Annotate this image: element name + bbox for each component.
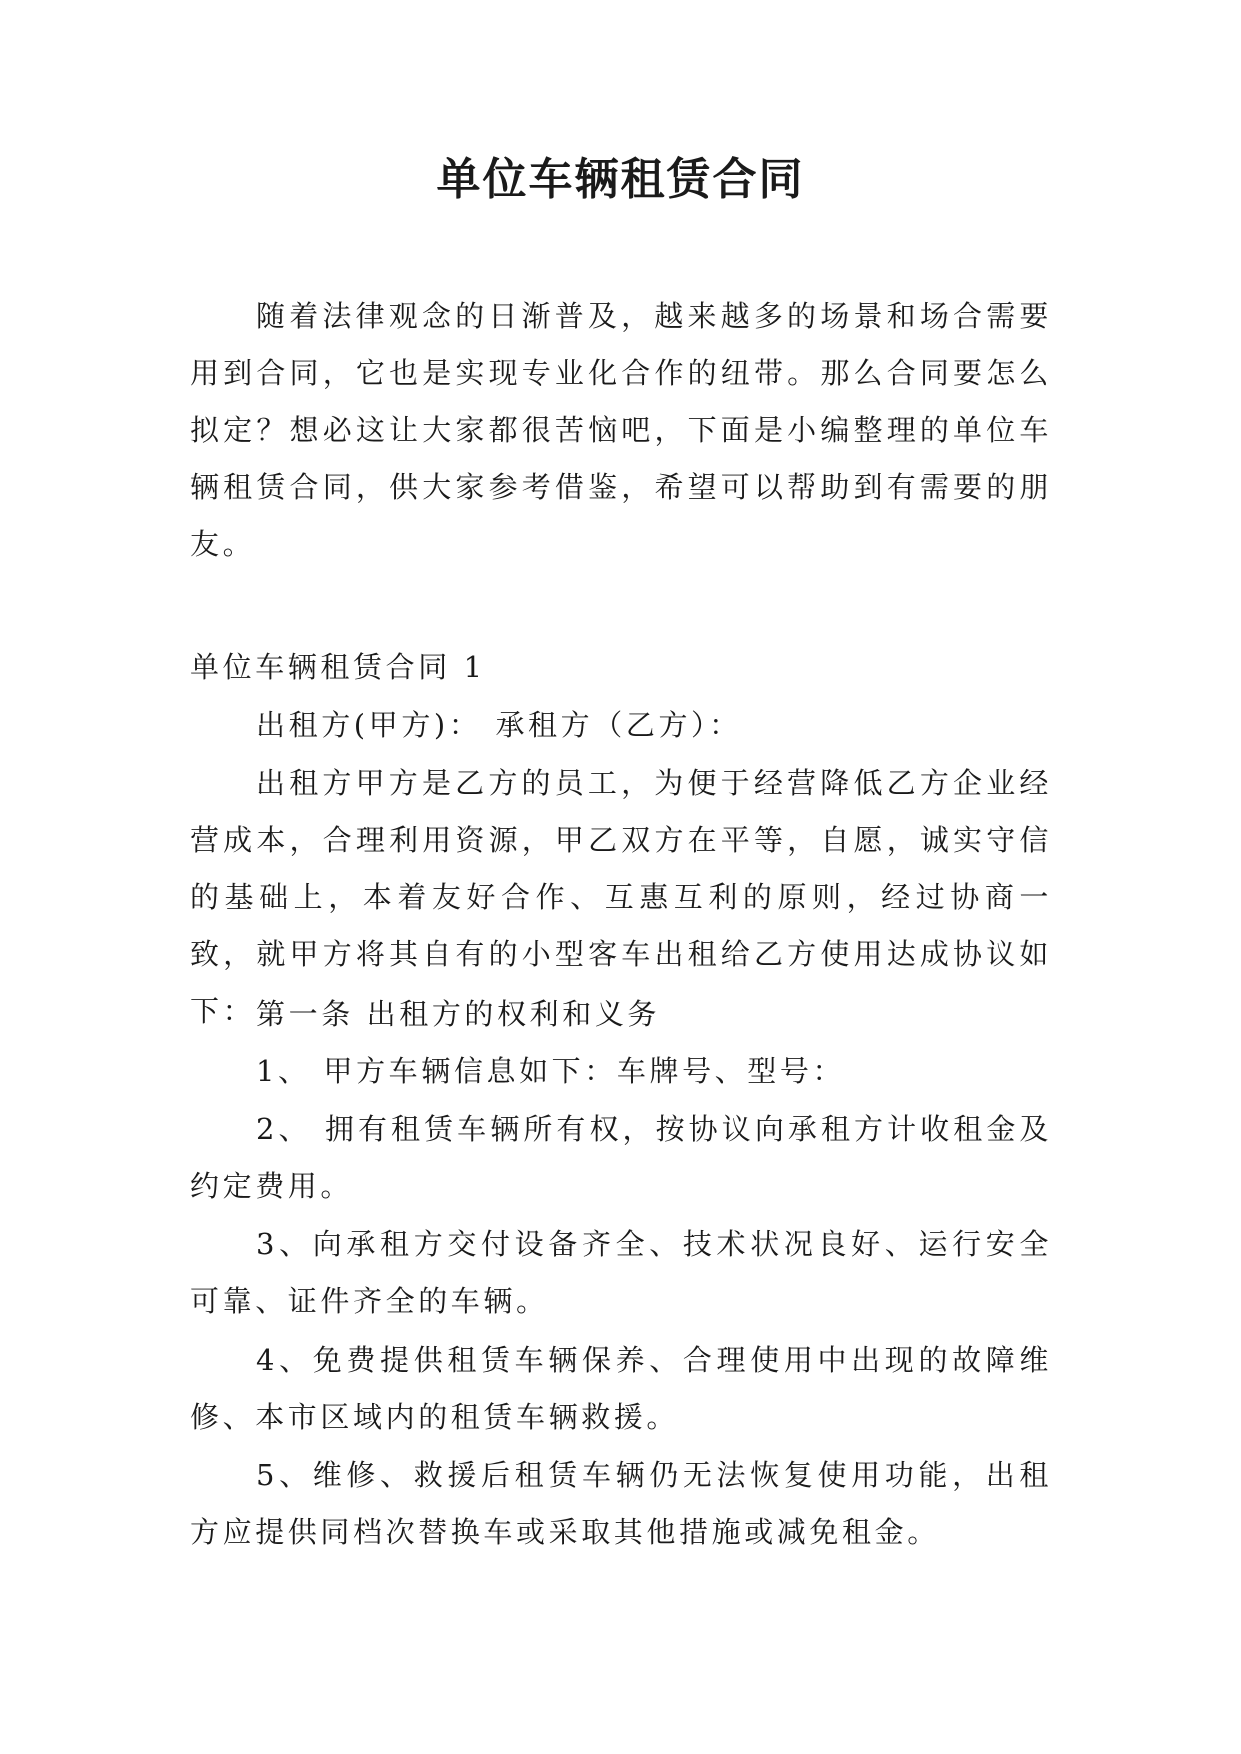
intro-paragraph: 随着法律观念的日渐普及，越来越多的场景和场合需要用到合同，它也是实现专业化合作的纽带。那么合同要怎么拟定？想必这让大家都很苦恼吧，下面是小编整理的单位车辆租赁合同，供大家参考借鉴，希望可以帮助到有需要的朋友。: [190, 299, 1052, 561]
preamble-paragraph: 出租方甲方是乙方的员工，为便于经营降低乙方企业经营成本，合理利用资源，甲乙双方在平等，自愿，诚实守信的基础上，本着友好合作、互惠互利的原则，经过协商一致，就甲方将其自有的小型客车出租给乙方使用达成协议如下：: [190, 766, 1052, 1028]
lessor-label: 出租方(甲方)：: [256, 708, 482, 742]
article-item: 5、维修、救援后租赁车辆仍无法恢复使用功能，出租方应提供同档次替换车或采取其他措施或减免租金。: [190, 1458, 1052, 1549]
article-item: 3、向承租方交付设备齐全、技术状况良好、运行安全可靠、证件齐全的车辆。: [190, 1227, 1052, 1318]
article-item: 1、 甲方车辆信息如下：车牌号、型号：: [256, 1054, 846, 1088]
article-item: 2、 拥有租赁车辆所有权，按协议向承租方计收租金及约定费用。: [190, 1112, 1052, 1203]
document-title: 单位车辆租赁合同: [436, 154, 805, 205]
parties-line: [190, 697, 1052, 754]
article-heading: 第一条 出租方的权利和义务: [256, 997, 661, 1031]
article-item: 4、免费提供租赁车辆保养、合理使用中出现的故障维修、本市区域内的租赁车辆救援。: [190, 1343, 1052, 1434]
lessee-label: 承租方（乙方）：: [495, 708, 742, 742]
section-heading: 单位车辆租赁合同 1: [190, 650, 486, 684]
